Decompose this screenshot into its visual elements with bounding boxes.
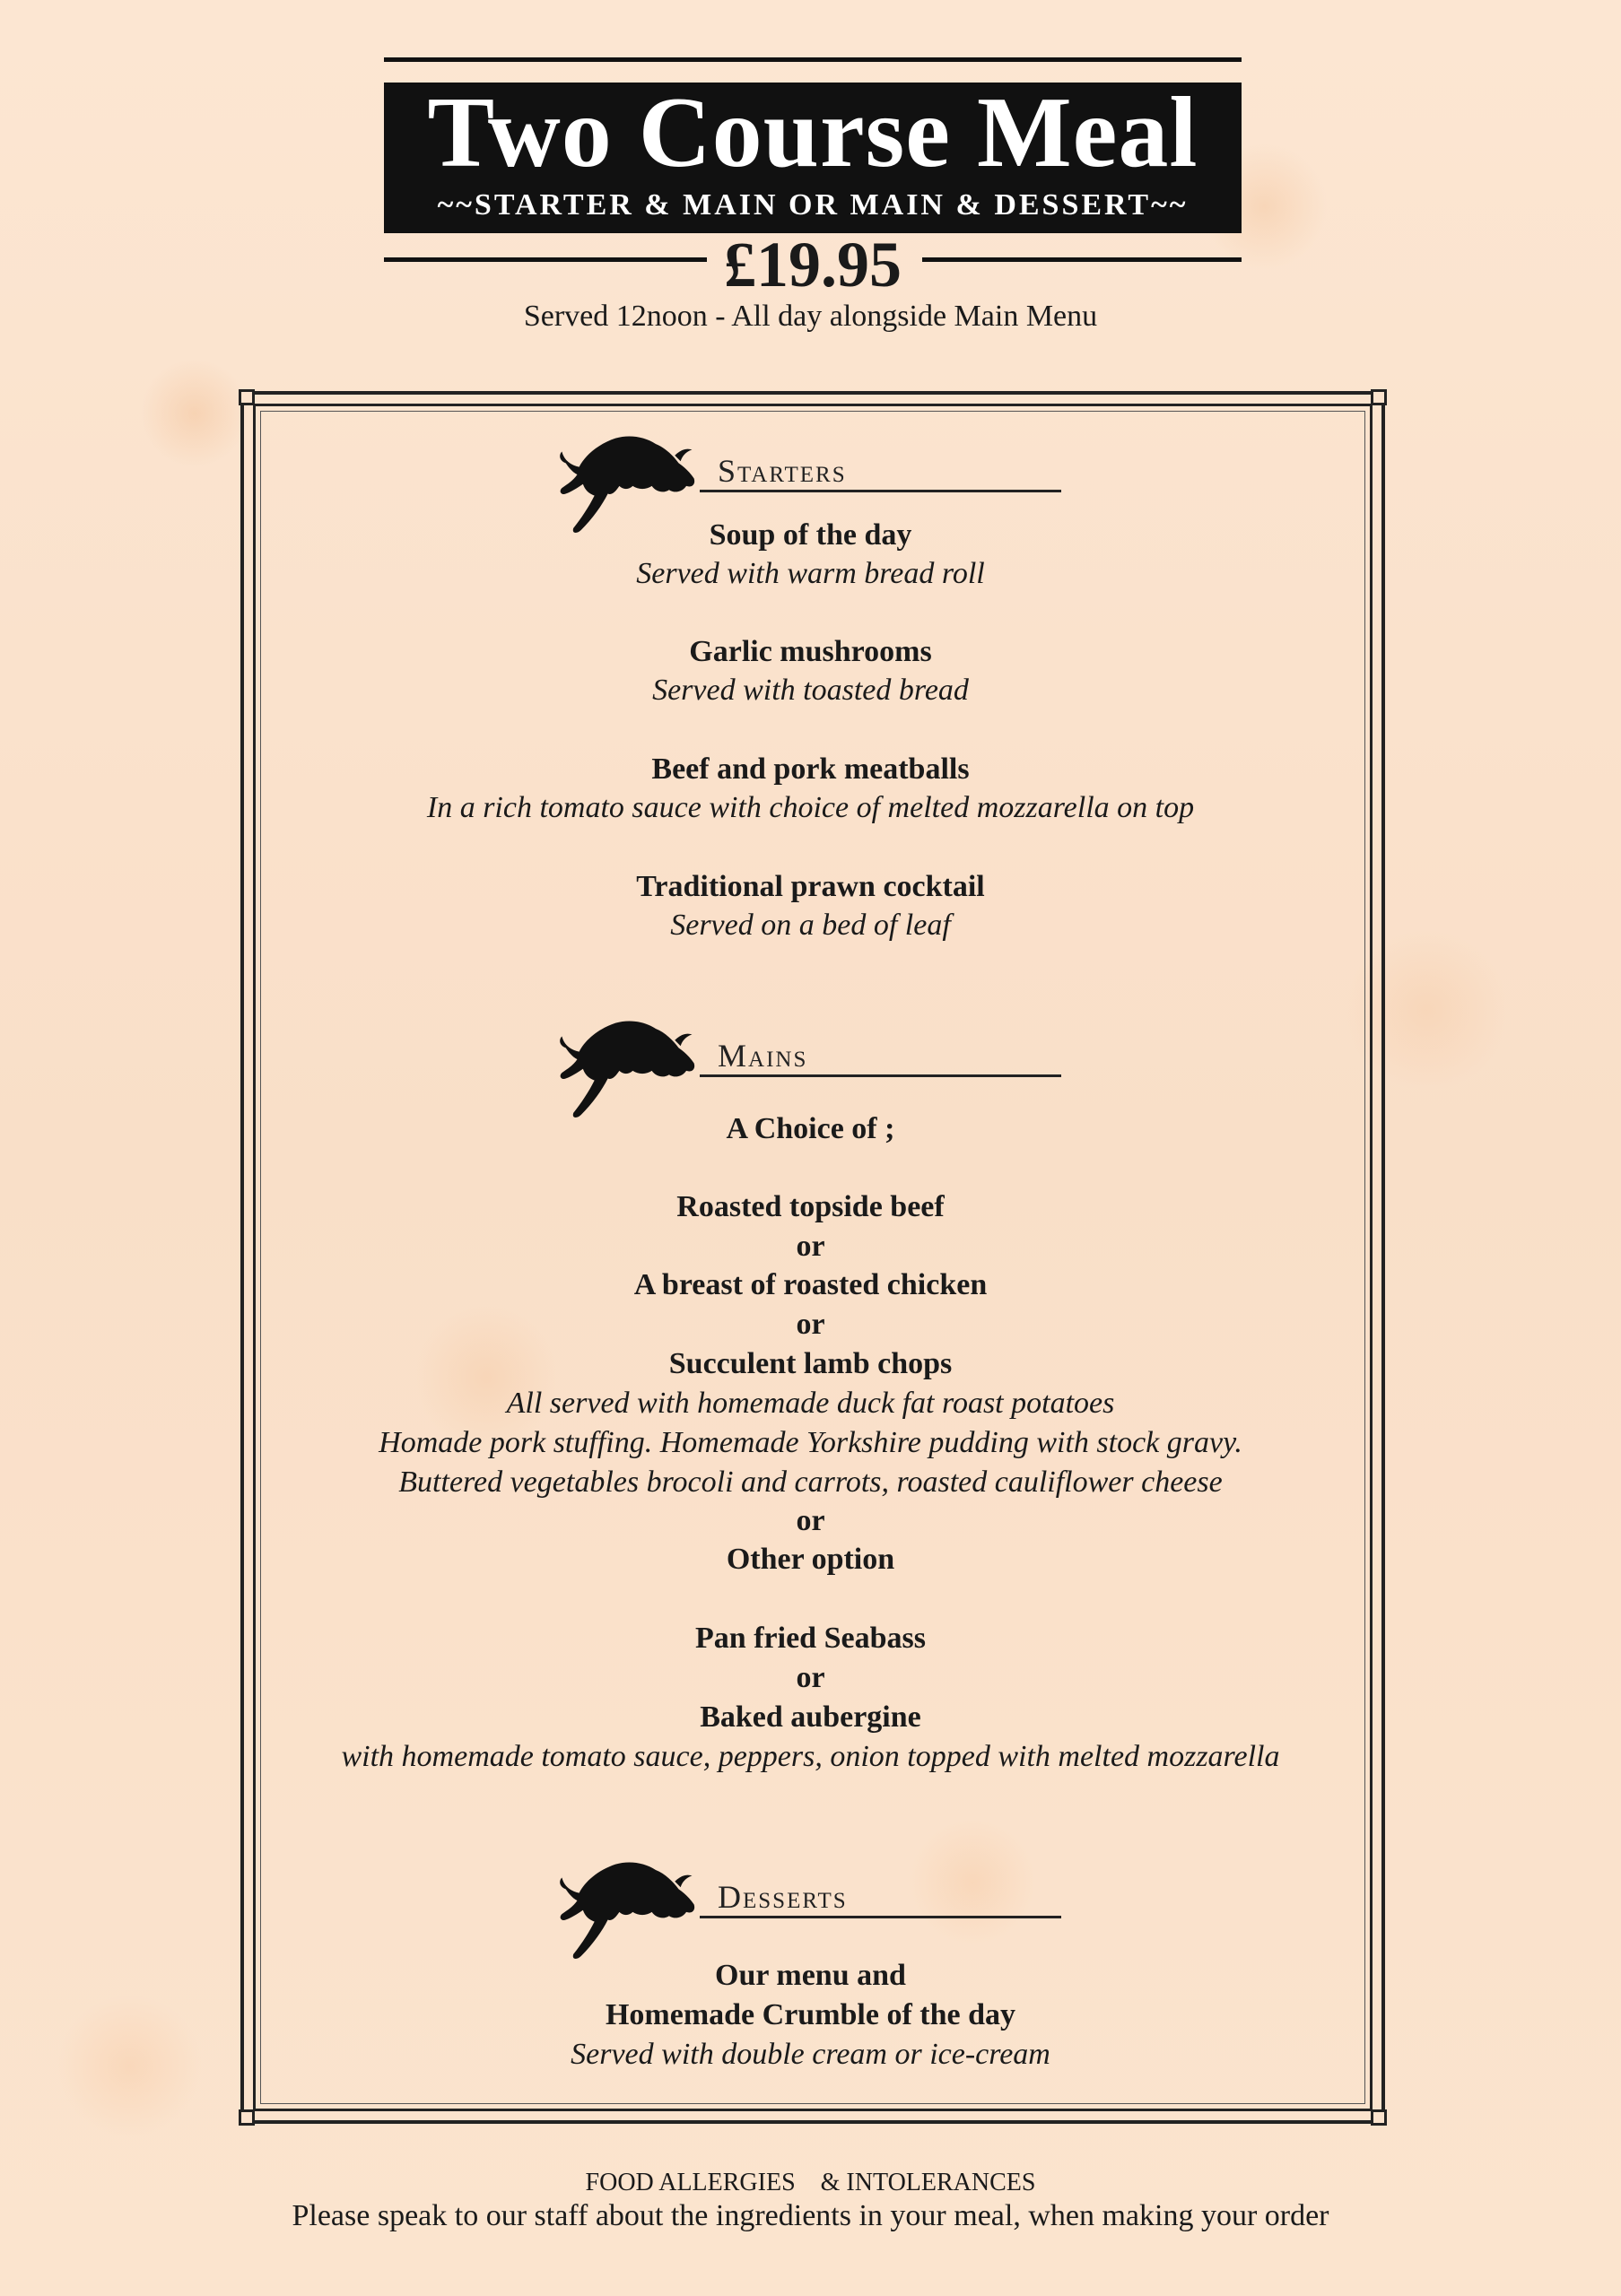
title-banner (384, 77, 1242, 233)
menu-item-name: Beef and pork meatballs (651, 752, 970, 786)
menu-item-desc: with homemade tomato sauce, peppers, onion topped with melted mozzarella (341, 1740, 1280, 1773)
bull-icon (556, 1855, 700, 1971)
or-separator: or (796, 1661, 825, 1694)
frame-corner (1371, 2109, 1387, 2126)
allergy-heading: FOOD ALLERGIES & INTOLERANCES (585, 2169, 1036, 2196)
price: £19.95 (724, 229, 902, 300)
page-subtitle: ~~STARTER & MAIN OR MAIN & DESSERT~~ (437, 188, 1189, 222)
frame-corner (239, 389, 255, 405)
section-title: Desserts (718, 1879, 848, 1915)
header-top-rule (384, 57, 1242, 62)
other-option-label: Other option (726, 1543, 895, 1576)
served-note: Served 12noon - All day alongside Main Menu (523, 300, 1098, 333)
page-title: Two Course Meal (427, 77, 1198, 188)
menu-item-desc: Served on a bed of leaf (670, 909, 951, 942)
menu-item-name: Garlic mushrooms (689, 635, 932, 668)
frame-corner (239, 2109, 255, 2126)
or-separator: or (796, 1230, 825, 1263)
or-separator: or (796, 1308, 825, 1341)
section-underline (700, 1074, 1061, 1077)
menu-item-desc: Served with toasted bread (652, 674, 969, 707)
menu-item-desc: Served with warm bread roll (636, 557, 985, 590)
menu-item-name: Succulent lamb chops (668, 1347, 953, 1380)
menu-item-name: Our menu and (715, 1959, 906, 1992)
allergy-note: Please speak to our staff about the ingredients in your meal, when making your order (292, 2199, 1329, 2232)
section-underline (700, 1916, 1061, 1918)
menu-item-name: A breast of roasted chicken (633, 1268, 988, 1301)
section-title: Mains (718, 1038, 808, 1074)
section-underline (700, 490, 1061, 492)
price-row (384, 229, 1242, 300)
menu-item-desc: In a rich tomato sauce with choice of melted mozzarella on top (426, 791, 1195, 824)
menu-item-name: Roasted topside beef (676, 1190, 945, 1223)
frame-corner (1371, 389, 1387, 405)
or-separator: or (796, 1504, 825, 1537)
menu-item-name: Pan fried Seabass (695, 1622, 926, 1655)
section-title: Starters (718, 453, 847, 489)
menu-item-desc: Served with double cream or ice-cream (571, 2038, 1050, 2071)
menu-item-name: Baked aubergine (700, 1700, 921, 1734)
mains-intro: A Choice of ; (726, 1112, 895, 1145)
menu-item-name: Soup of the day (709, 518, 912, 552)
menu-item-name: Traditional prawn cocktail (636, 870, 985, 903)
menu-item-desc: Buttered vegetables brocoli and carrots, roasted cauliflower cheese (398, 1465, 1223, 1499)
desserts-heading (556, 1855, 1059, 1971)
menu-item-name: Homemade Crumble of the day (605, 1998, 1016, 2031)
menu-item-desc: Homade pork stuffing. Homemade Yorkshire pudding with stock gravy. (379, 1426, 1242, 1459)
menu-item-desc: All served with homemade duck fat roast potatoes (506, 1387, 1115, 1420)
